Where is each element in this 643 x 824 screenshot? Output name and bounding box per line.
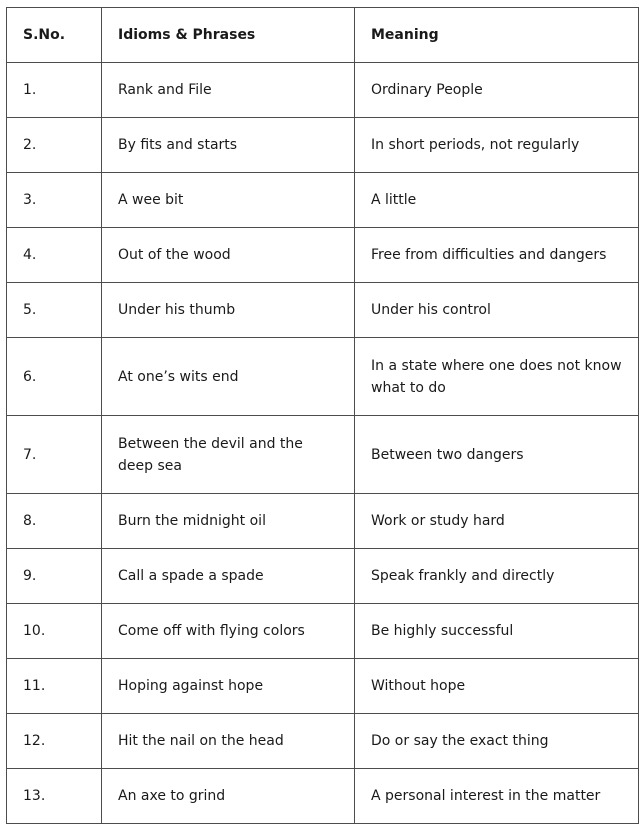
table-row	[7, 63, 639, 118]
row-sno: 13.	[7, 769, 102, 824]
table-row	[7, 659, 639, 714]
table-row	[7, 714, 639, 769]
row-sno: 11.	[7, 659, 102, 714]
row-sno: 10.	[7, 604, 102, 659]
row-idiom: Hit the nail on the head	[102, 714, 355, 769]
row-sno: 7.	[7, 416, 102, 494]
row-meaning: Under his control	[355, 283, 639, 338]
header-idiom: Idioms & Phrases	[102, 8, 355, 63]
table-row	[7, 338, 639, 416]
row-meaning: Between two dangers	[355, 416, 639, 494]
row-meaning: Be highly successful	[355, 604, 639, 659]
row-meaning: A little	[355, 173, 639, 228]
row-meaning: In a state where one does not know what to do	[355, 338, 639, 416]
row-idiom: At one’s wits end	[102, 338, 355, 416]
header-meaning: Meaning	[355, 8, 639, 63]
row-sno: 5.	[7, 283, 102, 338]
row-idiom: Burn the midnight oil	[102, 494, 355, 549]
row-meaning: Ordinary People	[355, 63, 639, 118]
row-idiom: Under his thumb	[102, 283, 355, 338]
row-meaning: Work or study hard	[355, 494, 639, 549]
row-meaning: In short periods, not regularly	[355, 118, 639, 173]
row-idiom: Out of the wood	[102, 228, 355, 283]
row-meaning: A personal interest in the matter	[355, 769, 639, 824]
table-row	[7, 118, 639, 173]
table-row	[7, 769, 639, 824]
row-sno: 12.	[7, 714, 102, 769]
row-idiom: Come off with flying colors	[102, 604, 355, 659]
table-header-row	[7, 8, 639, 63]
row-meaning: Without hope	[355, 659, 639, 714]
row-sno: 9.	[7, 549, 102, 604]
row-idiom: Call a spade a spade	[102, 549, 355, 604]
row-meaning: Speak frankly and directly	[355, 549, 639, 604]
table-row	[7, 283, 639, 338]
table-row	[7, 173, 639, 228]
row-idiom: A wee bit	[102, 173, 355, 228]
row-sno: 3.	[7, 173, 102, 228]
table-row	[7, 228, 639, 283]
idioms-table	[6, 7, 639, 824]
row-meaning: Do or say the exact thing	[355, 714, 639, 769]
table-row	[7, 604, 639, 659]
table-row	[7, 494, 639, 549]
row-sno: 2.	[7, 118, 102, 173]
row-sno: 8.	[7, 494, 102, 549]
row-idiom: Between the devil and the deep sea	[102, 416, 355, 494]
table-row	[7, 416, 639, 494]
row-sno: 6.	[7, 338, 102, 416]
row-idiom: An axe to grind	[102, 769, 355, 824]
row-meaning: Free from difficulties and dangers	[355, 228, 639, 283]
row-idiom: By fits and starts	[102, 118, 355, 173]
row-idiom: Rank and File	[102, 63, 355, 118]
row-sno: 1.	[7, 63, 102, 118]
row-sno: 4.	[7, 228, 102, 283]
row-idiom: Hoping against hope	[102, 659, 355, 714]
table-row	[7, 549, 639, 604]
header-sno: S.No.	[7, 8, 102, 63]
